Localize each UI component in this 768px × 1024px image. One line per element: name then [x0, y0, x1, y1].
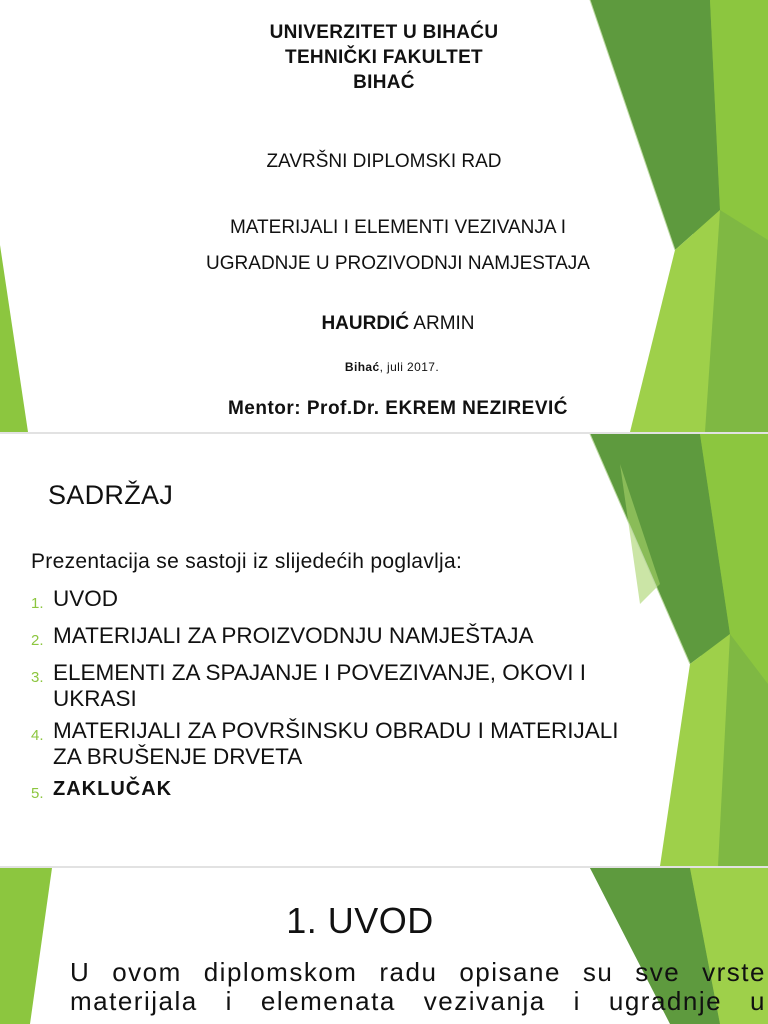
contents-intro: Prezentacija se sastoji iz slijedećih poglavlja: — [31, 550, 463, 573]
thesis-type: ZAVRŠNI DIPLOMSKI RAD — [266, 151, 502, 172]
thesis-title-line-1: MATERIJALI I ELEMENTI VEZIVANJA I — [229, 217, 567, 238]
date: , juli 2017. — [379, 360, 440, 374]
slide-title — [0, 0, 768, 432]
list-item — [31, 660, 631, 712]
university-line-1: UNIVERZITET U BIHAĆU — [269, 22, 499, 43]
author — [0, 313, 768, 335]
slide-contents — [0, 434, 768, 866]
list-item — [31, 776, 631, 807]
item-number: 5. — [31, 785, 44, 802]
mentor-name: : Prof.Dr. EKREM NEZIREVIĆ — [294, 398, 569, 419]
university-line-3: BIHAĆ — [353, 72, 415, 93]
slide-introduction — [0, 868, 768, 1024]
contents-title: SADRŽAJ — [48, 480, 174, 510]
left-green-shape — [0, 868, 52, 1024]
university-name — [0, 20, 768, 95]
mentor-label: Mentor — [227, 398, 295, 419]
item-number: 1. — [31, 595, 44, 612]
item-text: MATERIJALI ZA POVRŠINSKU OBRADU I MATERIJALI ZA BRUŠENJE DRVETA — [53, 718, 619, 769]
item-number: 4. — [31, 727, 44, 744]
body-line-2: materijala i elemenata vezivanja i ugradnje u — [70, 986, 766, 1016]
item-number: 3. — [31, 669, 44, 686]
item-text: MATERIJALI ZA PROIZVODNJU NAMJEŠTAJA — [53, 623, 534, 648]
list-item — [31, 623, 631, 654]
body-line-1: U ovom diplomskom radu opisane su sve vrste — [70, 957, 766, 987]
list-item — [31, 586, 631, 617]
section-body — [70, 958, 766, 1016]
mentor — [0, 398, 768, 420]
item-number: 2. — [31, 632, 44, 649]
section-title: 1. UVOD — [286, 900, 434, 941]
author-name: ARMIN — [413, 313, 475, 334]
item-text: ZAKLUČAK — [53, 778, 173, 800]
place-date — [0, 360, 768, 374]
list-item — [31, 718, 631, 770]
thesis-title — [0, 210, 768, 282]
thesis-title-line-2: UGRADNJE U PROZIVODNJI NAMJESTAJA — [206, 253, 590, 274]
place: Bihać — [344, 360, 380, 374]
contents-list — [31, 586, 631, 813]
item-text: ELEMENTI ZA SPAJANJE I POVEZIVANJE, OKOVI I UKRASI — [53, 660, 587, 711]
item-text: UVOD — [53, 586, 119, 611]
author-surname: HAURDIĆ — [321, 313, 410, 334]
right-green-shape-light — [660, 634, 730, 866]
university-line-2: TEHNIČKI FAKULTET — [285, 47, 483, 68]
